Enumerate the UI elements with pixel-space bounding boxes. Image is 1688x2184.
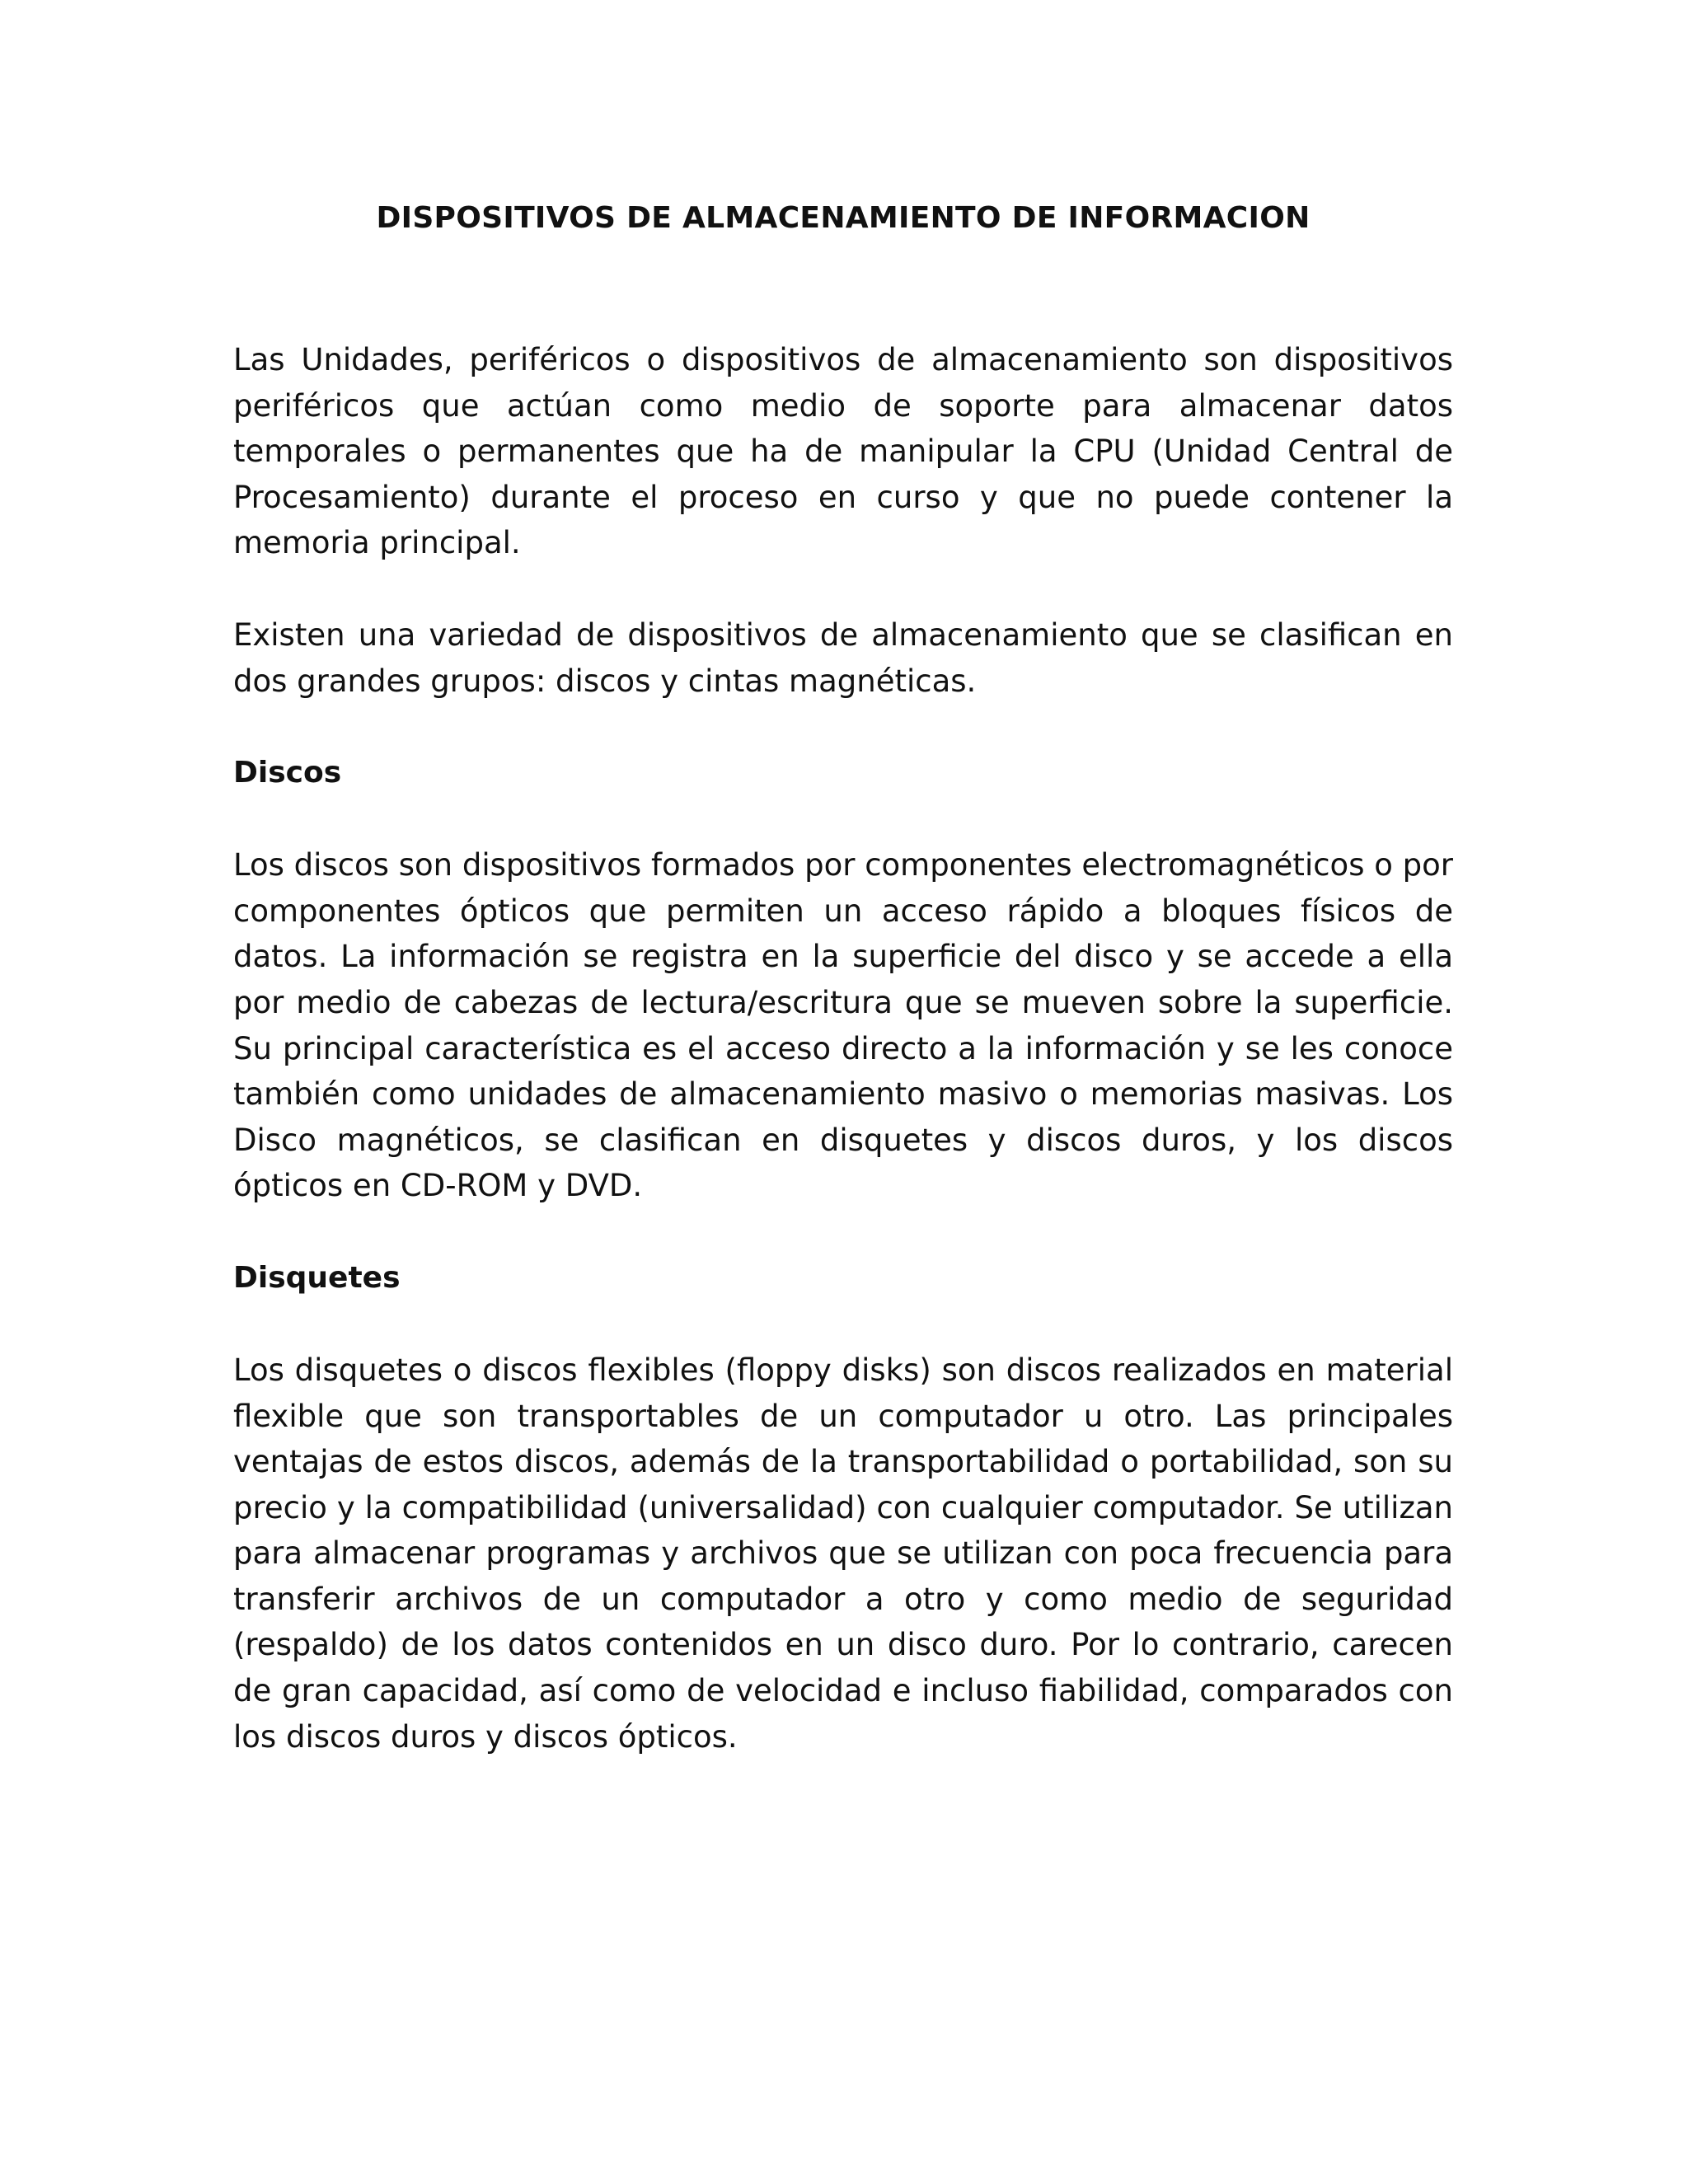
section-paragraph-discos: Los discos son dispositivos formados por componentes electromagnéticos o por componentes ópticos que permiten un acceso rápido a bloques físicos de datos. La información se registra en la superficie del disco y se accede a ella por medio de cabezas de lectura/escritura que se mueven sobre la superficie. Su principal característica es el acceso directo a la información y se les conoce también como unidades de almacenamiento masivo o memorias masivas. Los Disco magnéticos, se clasifican en disquetes y discos duros, y los discos ópticos en CD-ROM y DVD. (233, 847, 1453, 1204)
document-title: DISPOSITIVOS DE ALMACENAMIENTO DE INFORMACION (376, 201, 1311, 235)
section-paragraph-disquetes: Los disquetes o discos flexibles (floppy disks) son discos realizados en material flexible que son transportables de un computador u otro. Las principales ventajas de estos discos, además de la transportabilidad o portabilidad, son su precio y la compatibilidad (universalidad) con cualquier computador. Se utilizan para almacenar programas y archivos que se utilizan con poca frecuencia para transferir archivos de un computador a otro y como medio de seguridad (respaldo) de los datos contenidos en un disco duro. Por lo contrario, carecen de gran capacidad, así como de velocidad e incluso fiabilidad, comparados con los discos duros y discos ópticos. (233, 1352, 1453, 1755)
intro-paragraph: Las Unidades, periféricos o dispositivos de almacenamiento son dispositivos periféricos que actúan como medio de soporte para almacenar datos temporales o permanentes que ha de manipular la CPU (Unidad Central de Procesamiento) durante el proceso en curso y que no puede contener la memoria principal. (233, 342, 1453, 561)
intro-paragraph: Existen una variedad de dispositivos de almacenamiento que se clasifican en dos grandes grupos: discos y cintas magnéticas. (233, 616, 1453, 699)
section-heading-disquetes: Disquetes (233, 1260, 401, 1295)
section-heading-discos: Discos (233, 756, 342, 790)
document-body (233, 194, 1453, 1760)
